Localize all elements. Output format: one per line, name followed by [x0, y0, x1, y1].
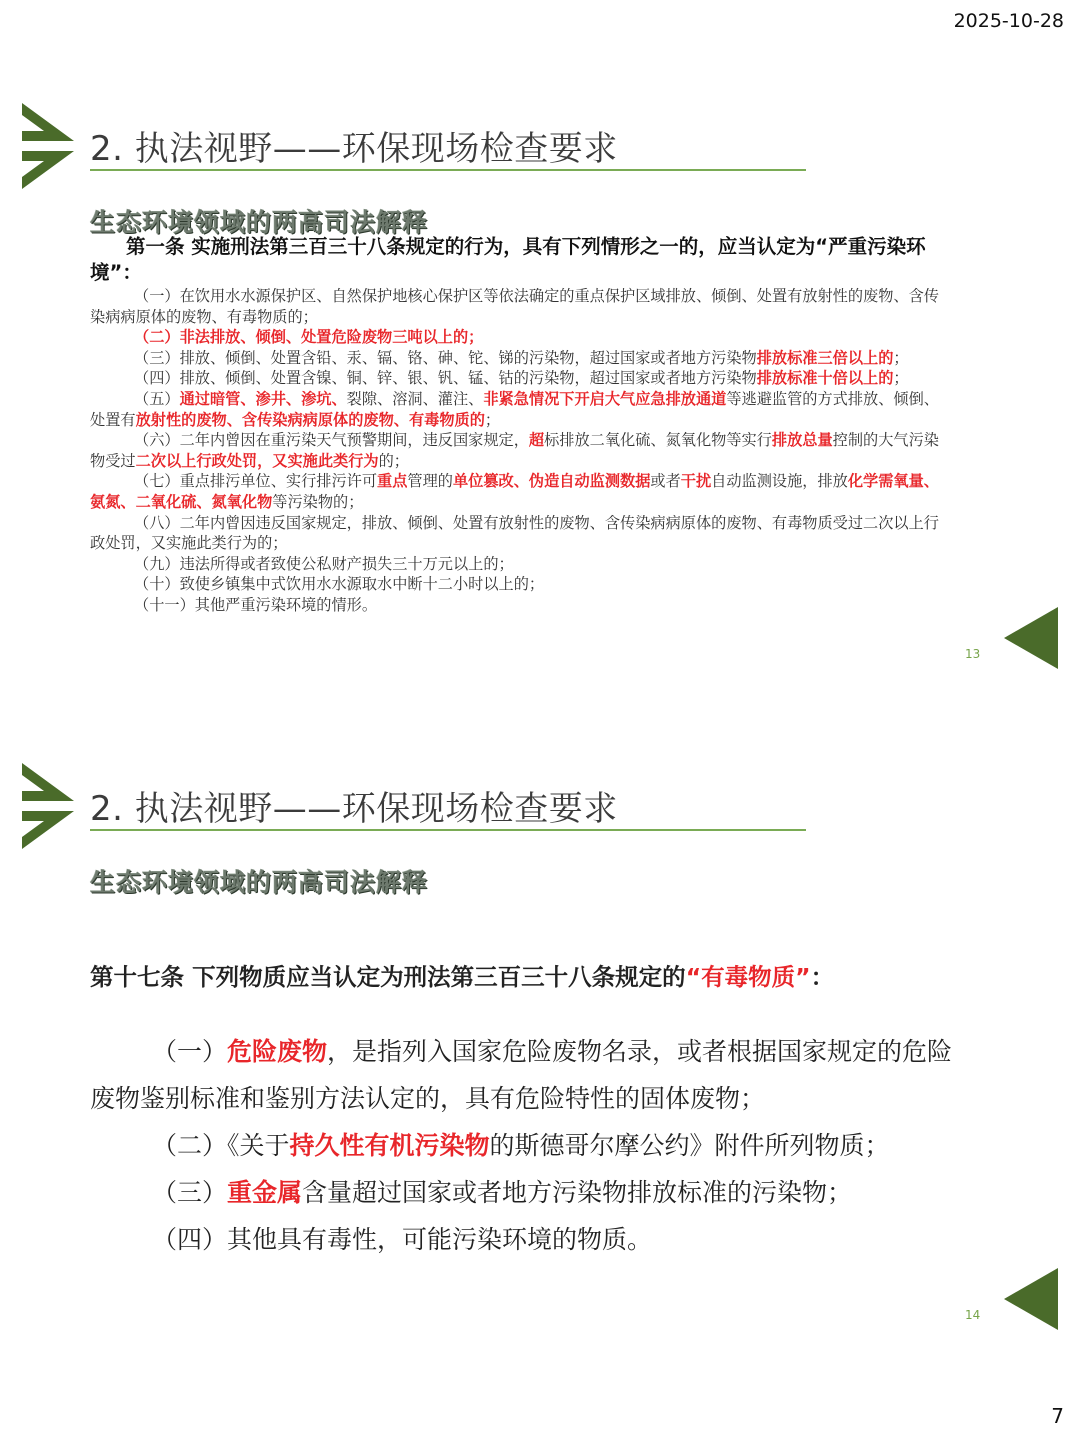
list-item: （二）非法排放、倾倒、处置危险废物三吨以上的； [134, 328, 484, 347]
slide-title: 2. 执法视野——环保现场检查要求 [90, 129, 618, 169]
list-item: （十一）其他严重污染环境的情形。 [134, 595, 377, 614]
article-items [90, 286, 945, 616]
slide-number: 13 [965, 647, 981, 661]
list-item: （八）二年内曾因违反国家规定，排放、倾倒、处置有放射性的废物、含传染病病原体的废物、有毒物质受过二次以上行政处罚，又实施此类行为的； [90, 513, 939, 553]
slide-number: 14 [965, 1308, 981, 1322]
list-item: （一）在饮用水水源保护区、自然保护地核心保护区等依法确定的重点保护区域排放、倾倒、处置有放射性的废物、含传染病病原体的废物、有毒物质的； [90, 287, 939, 326]
chevron-logo-icon [22, 763, 78, 849]
list-item: （二）《关于持久性有机污染物的斯德哥尔摩公约》附件所列物质； [152, 1131, 890, 1160]
article-heading: 第十七条 下列物质应当认定为刑法第三百三十八条规定的“有毒物质”： [90, 963, 835, 991]
article-heading: 第一条 实施刑法第三百三十八条规定的行为，具有下列情形之一的，应当认定为“严重污染环境”： [90, 235, 926, 284]
list-item: （五）通过暗管、渗井、渗坑、裂隙、溶洞、灌注、非紧急情况下开启大气应急排放通道等逃避监管的方式排放、倾倒、处置有放射性的废物、含传染病病原体的废物、有毒物质的； [90, 389, 939, 429]
list-item: （十）致使乡镇集中式饮用水水源取水中断十二小时以上的； [134, 575, 545, 594]
slide-14 [0, 755, 1080, 1355]
article-items [90, 1028, 960, 1263]
slide-subtitle: 生态环境领域的两高司法解释 [90, 208, 429, 237]
list-item: （四）其他具有毒性，可能污染环境的物质。 [152, 1225, 653, 1254]
chevron-logo-icon [22, 103, 78, 189]
list-item: （九）违法所得或者致使公私财产损失三十万元以上的； [134, 554, 514, 573]
list-item: （三）重金属含量超过国家或者地方污染物排放标准的污染物； [152, 1178, 853, 1207]
list-item: （四）排放、倾倒、处置含镍、铜、锌、银、钒、锰、钴的污染物，超过国家或者地方污染物排放标准十倍以上的； [134, 369, 909, 388]
list-item: （六）二年内曾因在重污染天气预警期间，违反国家规定，超标排放二氧化硫、氮氧化物等实行排放总量控制的大气污染物受过二次以上行政处罚，又实施此类行为的； [90, 431, 939, 470]
document-date: 2025-10-28 [953, 10, 1064, 32]
slide-subtitle: 生态环境领域的两高司法解释 [90, 868, 429, 897]
title-divider [90, 169, 806, 171]
slide-title: 2. 执法视野——环保现场检查要求 [90, 789, 618, 829]
list-item: （一）危险废物，是指列入国家危险废物名录，或者根据国家规定的危险废物鉴别标准和鉴别方法认定的，具有危险特性的固体废物； [90, 1037, 953, 1113]
slide-13 [0, 95, 1080, 685]
list-item: （七）重点排污单位、实行排污许可重点管理的单位篡改、伪造自动监测数据或者干扰自动监测设施，排放化学需氧量、氨氮、二氧化硫、氮氧化物等污染物的； [90, 472, 939, 511]
next-arrow-icon[interactable] [1004, 607, 1058, 669]
next-arrow-icon[interactable] [1004, 1268, 1058, 1330]
title-divider [90, 829, 806, 831]
list-item: （三）排放、倾倒、处置含铅、汞、镉、铬、砷、铊、锑的污染物，超过国家或者地方污染物排放标准三倍以上的； [134, 348, 909, 367]
page-number: 7 [1051, 1404, 1064, 1428]
